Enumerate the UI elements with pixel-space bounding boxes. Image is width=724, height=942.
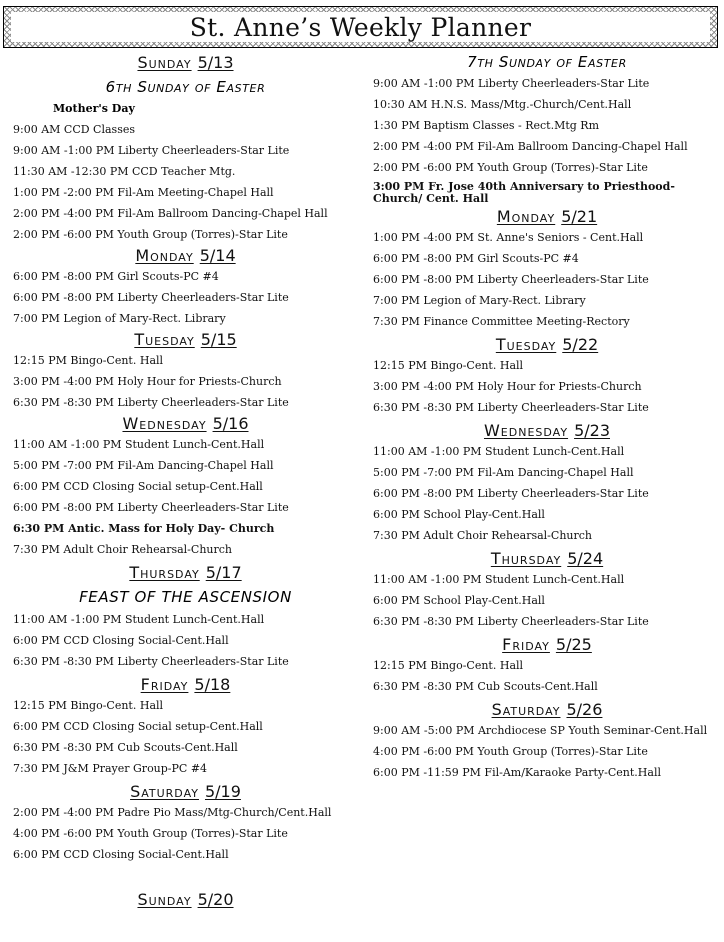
event-item: 6:00 PM -11:59 PM Fil-Am/Karaoke Party-Cent.Hall [373,766,661,779]
day-date: 5/13 [197,53,234,72]
event-item: 6:00 PM -8:00 PM Liberty Cheerleaders-Star Lite [13,291,289,304]
day-heading-sunday-5-13 [13,52,358,73]
day-date: 5/17 [205,563,242,582]
event-item: 6:30 PM -8:30 PM Liberty Cheerleaders-Star Lite [13,396,289,409]
day-name: Monday [135,246,194,265]
day-name: Monday [496,207,556,226]
day-name: Friday [502,635,550,654]
event-item: 7:00 PM Legion of Mary-Rect. Library [373,294,586,307]
event-item: 6:00 PM CCD Closing Social setup-Cent.Hall [13,480,263,493]
event-item: 6:00 PM School Play-Cent.Hall [373,508,545,521]
feast-title-7th-sunday: 7th Sunday of Easter [467,53,627,71]
event-item: 12:15 PM Bingo-Cent. Hall [13,354,164,367]
day-date: 5/20 [197,890,234,909]
day-date: 5/25 [555,635,592,654]
event-item: 5:00 PM -7:00 PM Fil-Am Dancing-Chapel Hall [13,459,274,472]
event-item: 6:30 PM -8:30 PM Liberty Cheerleaders-Star Lite [373,401,649,414]
event-item: 6:30 PM -8:30 PM Cub Scouts-Cent.Hall [373,680,598,693]
day-heading-wednesday-5-16 [13,413,358,434]
day-name: Wednesday [483,421,569,440]
event-item: 3:00 PM -4:00 PM Holy Hour for Priests-Church [13,375,282,388]
day-name: Thursday [129,563,200,582]
event-item: 11:30 AM -12:30 PM CCD Teacher Mtg. [13,165,236,178]
event-item: 12:15 PM Bingo-Cent. Hall [373,359,524,372]
event-item-highlight: 6:30 PM Antic. Mass for Holy Day- Church [13,522,275,535]
day-date: 5/26 [566,700,603,719]
day-heading-tuesday-5-22 [373,334,721,355]
day-name: Friday [140,675,189,694]
event-item: 5:00 PM -7:00 PM Fil-Am Dancing-Chapel Hall [373,466,634,479]
day-heading-saturday-5-19 [13,781,358,802]
day-heading-saturday-5-26 [373,699,721,720]
day-name: Thursday [490,549,562,568]
event-item: 6:00 PM CCD Closing Social-Cent.Hall [13,848,229,861]
day-heading-tuesday-5-15 [13,329,358,350]
event-item-highlight: 3:00 PM Fr. Jose 40th Anniversary to Priesthood-Church/ Cent. Hall [373,180,675,205]
day-heading-thursday-5-24 [373,548,721,569]
event-item: 2:00 PM -4:00 PM Padre Pio Mass/Mtg-Church/Cent.Hall [13,806,332,819]
event-item: 1:00 PM -4:00 PM St. Anne's Seniors - Cent.Hall [373,231,644,244]
event-item: 7:30 PM Adult Choir Rehearsal-Church [13,543,232,556]
event-item: 6:00 PM CCD Closing Social setup-Cent.Hall [13,720,263,733]
day-date: 5/18 [194,675,231,694]
day-heading-friday-5-25 [373,634,721,655]
event-item: 4:00 PM -6:00 PM Youth Group (Torres)-Star Lite [373,745,648,758]
right-column [373,52,721,783]
event-item: 6:00 PM -8:00 PM Liberty Cheerleaders-Star Lite [13,501,289,514]
event-item: 11:00 AM -1:00 PM Student Lunch-Cent.Hall [13,438,265,451]
day-name: Wednesday [122,414,207,433]
day-heading-thursday-5-17 [13,562,358,583]
event-item: 12:15 PM Bingo-Cent. Hall [13,699,164,712]
day-date: 5/21 [561,207,598,226]
event-item: 2:00 PM -4:00 PM Fil-Am Ballroom Dancing-Chapel Hall [13,207,328,220]
day-heading-friday-5-18 [13,674,358,695]
event-item: 9:00 AM -1:00 PM Liberty Cheerleaders-Star Lite [373,77,650,90]
event-item: 6:00 PM -8:00 PM Girl Scouts-PC #4 [373,252,579,265]
note-mothers-day: Mother's Day [53,102,135,115]
event-item: 9:00 AM CCD Classes [13,123,135,136]
event-item: 6:30 PM -8:30 PM Cub Scouts-Cent.Hall [13,741,238,754]
event-item: 6:00 PM -8:00 PM Liberty Cheerleaders-Star Lite [373,487,649,500]
day-date: 5/23 [574,421,610,440]
day-heading-monday-5-14 [13,245,358,266]
event-item: 7:00 PM Legion of Mary-Rect. Library [13,312,226,325]
title-banner-inner [11,12,710,42]
event-item: 9:00 AM -5:00 PM Archdiocese SP Youth Seminar-Cent.Hall [373,724,708,737]
day-date: 5/19 [204,782,241,801]
day-date: 5/22 [562,335,599,354]
feast-title-ascension: FEAST OF THE ASCENSION [79,588,292,606]
event-item: 2:00 PM -4:00 PM Fil-Am Ballroom Dancing-Chapel Hall [373,140,688,153]
event-item: 6:00 PM -8:00 PM Girl Scouts-PC #4 [13,270,219,283]
event-item: 6:00 PM CCD Closing Social-Cent.Hall [13,634,229,647]
day-date: 5/24 [567,549,604,568]
event-item: 6:30 PM -8:30 PM Liberty Cheerleaders-Star Lite [373,615,649,628]
event-item: 4:00 PM -6:00 PM Youth Group (Torres)-Star Lite [13,827,288,840]
event-item: 7:30 PM Adult Choir Rehearsal-Church [373,529,592,542]
day-name: Tuesday [134,330,195,349]
event-item: 11:00 AM -1:00 PM Student Lunch-Cent.Hall [13,613,265,626]
event-item: 6:30 PM -8:30 PM Liberty Cheerleaders-Star Lite [13,655,289,668]
day-heading-wednesday-5-23 [373,420,721,441]
event-item: 9:00 AM -1:00 PM Liberty Cheerleaders-Star Lite [13,144,290,157]
page-title: St. Anne’s Weekly Planner [189,12,532,42]
day-date: 5/15 [200,330,237,349]
event-item: 2:00 PM -6:00 PM Youth Group (Torres)-Star Lite [373,161,648,174]
title-banner [3,6,718,48]
feast-title-6th-sunday: 6th Sunday of Easter [105,78,266,96]
event-item: 12:15 PM Bingo-Cent. Hall [373,659,524,672]
event-item: 7:30 PM Finance Committee Meeting-Rectory [373,315,630,328]
event-item: 6:00 PM School Play-Cent.Hall [373,594,545,607]
event-item: 11:00 AM -1:00 PM Student Lunch-Cent.Hall [373,445,625,458]
event-item: 6:00 PM -8:00 PM Liberty Cheerleaders-Star Lite [373,273,649,286]
event-item: 11:00 AM -1:00 PM Student Lunch-Cent.Hall [373,573,625,586]
day-heading-sunday-5-20 [13,889,358,910]
day-name: Saturday [491,700,561,719]
event-item: 1:30 PM Baptism Classes - Rect.Mtg Rm [373,119,600,132]
day-heading-monday-5-21 [373,206,721,227]
event-item: 3:00 PM -4:00 PM Holy Hour for Priests-Church [373,380,642,393]
day-name: Saturday [130,782,199,801]
event-item: 10:30 AM H.N.S. Mass/Mtg.-Church/Cent.Hall [373,98,632,111]
event-item: 2:00 PM -6:00 PM Youth Group (Torres)-Star Lite [13,228,288,241]
day-name: Sunday [137,53,192,72]
day-name: Sunday [137,890,192,909]
day-date: 5/14 [199,246,236,265]
day-name: Tuesday [495,335,557,354]
event-item: 1:00 PM -2:00 PM Fil-Am Meeting-Chapel Hall [13,186,274,199]
day-date: 5/16 [212,414,249,433]
left-column [13,52,358,910]
event-item: 7:30 PM J&M Prayer Group-PC #4 [13,762,208,775]
